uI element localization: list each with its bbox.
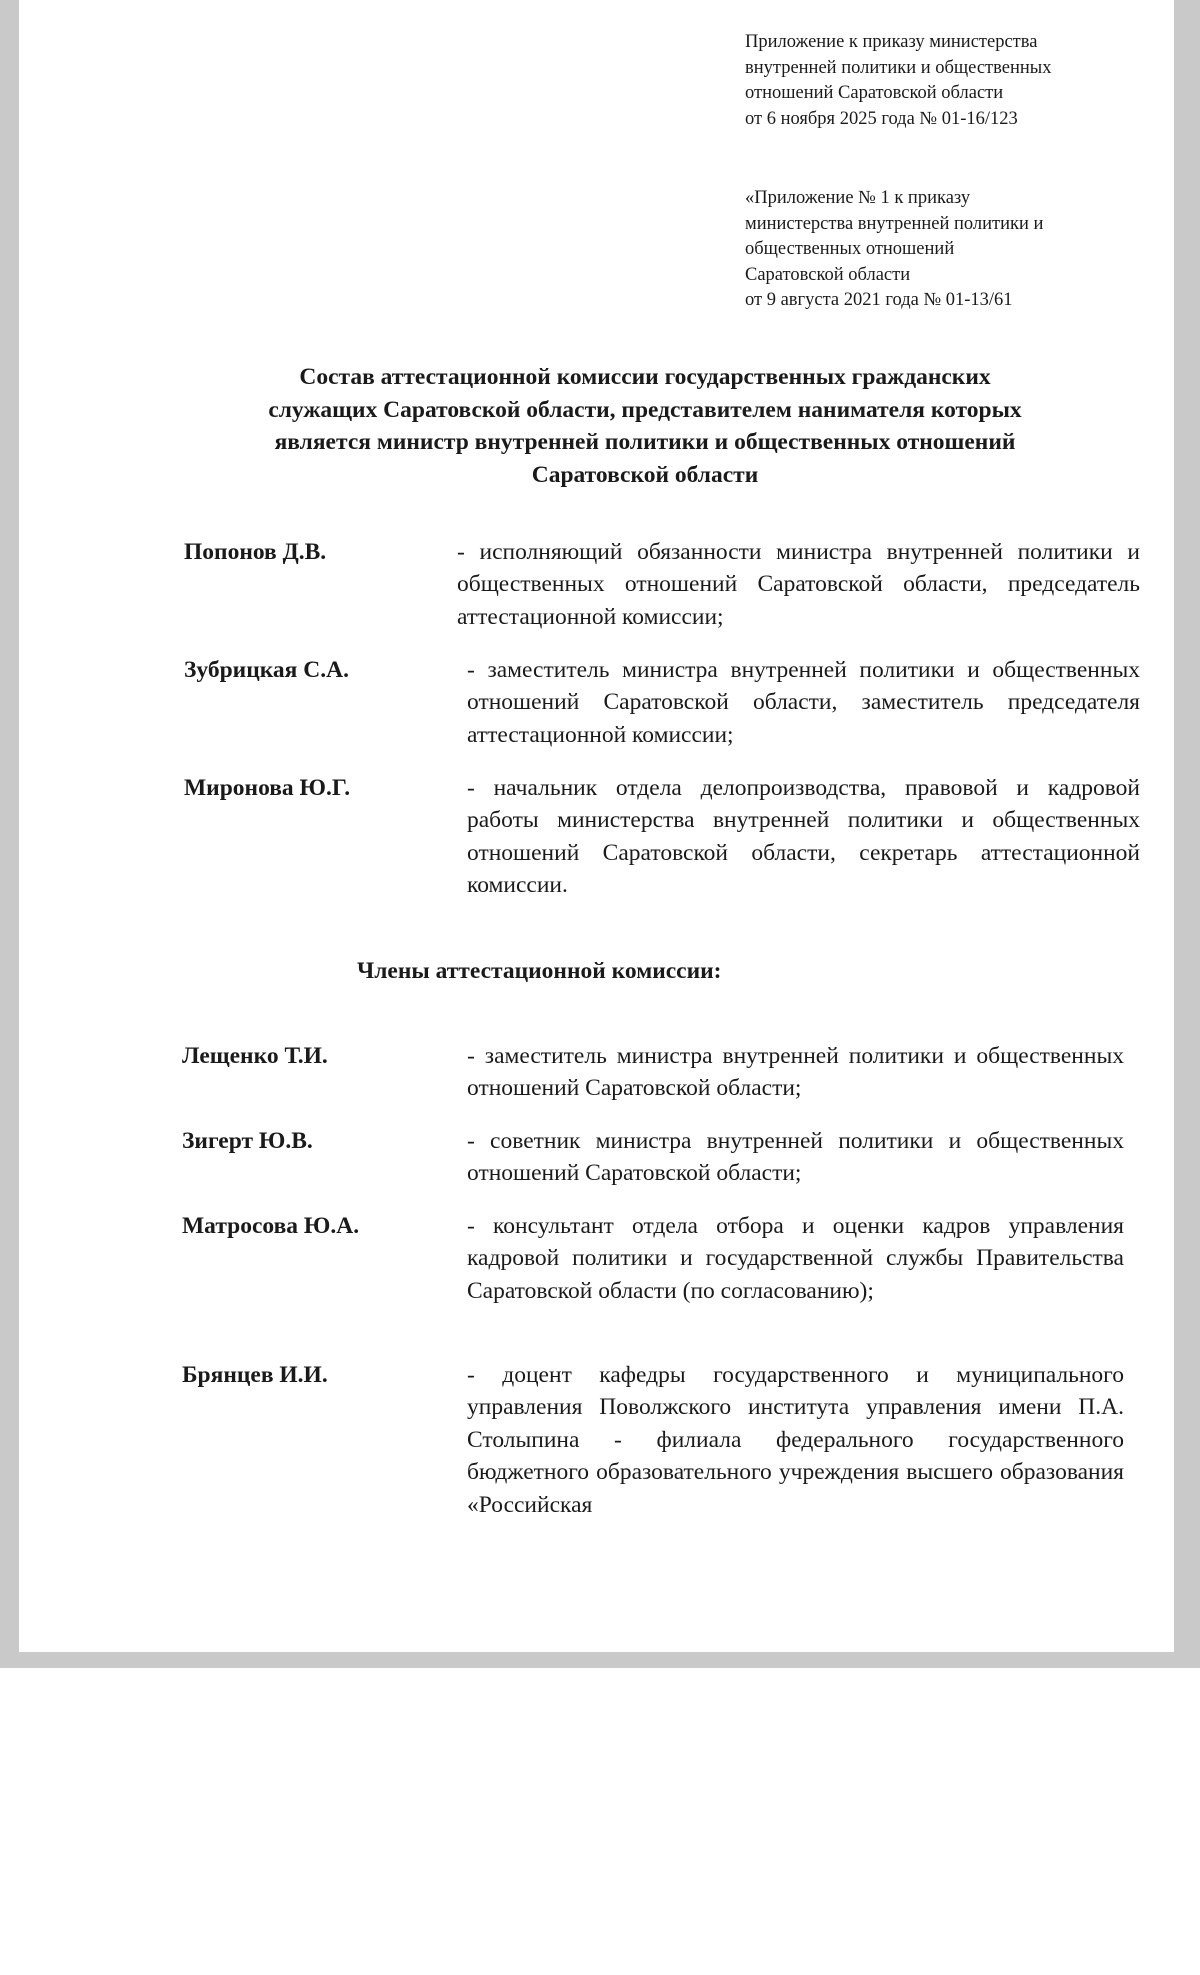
appendix-line: внутренней политики и общественных <box>745 57 1052 78</box>
title-line: Саратовской области <box>531 461 759 488</box>
person-name: Зубрицкая С.А. <box>184 657 349 683</box>
person-description: - доцент кафедры государственного и муниципального управления Поволжского института управления имени П.А. Столыпина - филиала федерального государственного бюджетного образовательного учреждения высшего образования «Российская <box>467 1362 1124 1518</box>
person-description: - исполняющий обязанности министра внутренней политики и общественных отношений Саратовской области, председатель аттестационной комиссии; <box>457 539 1140 630</box>
person-description: - советник министра внутренней политики и общественных отношений Саратовской области; <box>467 1128 1124 1187</box>
person-name: Зигерт Ю.В. <box>182 1128 313 1154</box>
appendix-line: от 9 августа 2021 года № 01-13/61 <box>745 290 1013 310</box>
members-heading: Члены аттестационной комиссии: <box>357 958 722 984</box>
person-description: - консультант отдела отбора и оценки кадров управления кадровой политики и государственной службы Правительства Саратовской области (по согласованию); <box>467 1213 1124 1304</box>
person-name: Миронова Ю.Г. <box>184 775 351 801</box>
appendix-line: Саратовской области <box>745 264 911 285</box>
appendix-note-current <box>745 30 1125 132</box>
person-description: - заместитель министра внутренней политики и общественных отношений Саратовской области, заместитель председателя аттестационной комиссии; <box>467 657 1140 748</box>
person-description: - заместитель министра внутренней политики и общественных отношений Саратовской области; <box>467 1043 1124 1102</box>
person-description: - начальник отдела делопроизводства, правовой и кадровой работы министерства внутренней политики и общественных отношений Саратовской области, секретарь аттестационной комиссии. <box>467 775 1140 899</box>
title-line: служащих Саратовской области, представителем нанимателя которых <box>268 396 1022 423</box>
appendix-line: «Приложение № 1 к приказу <box>745 188 971 208</box>
appendix-note-original <box>745 186 1125 314</box>
appendix-line: отношений Саратовской области <box>745 83 1004 103</box>
person-name: Попонов Д.В. <box>184 539 327 565</box>
appendix-line: Приложение к приказу министерства <box>745 32 1038 52</box>
appendix-line: министерства внутренней политики и <box>745 213 1044 234</box>
appendix-line: от 6 ноября 2025 года № 01-16/123 <box>745 108 1018 129</box>
person-name: Брянцев И.И. <box>182 1362 328 1388</box>
title-line: Состав аттестационной комиссии государственных гражданских <box>299 364 991 390</box>
person-name: Лещенко Т.И. <box>182 1043 328 1069</box>
person-name: Матросова Ю.А. <box>182 1213 360 1239</box>
title-line: является министр внутренней политики и общественных отношений <box>274 429 1016 455</box>
document-title <box>150 361 1140 491</box>
appendix-line: общественных отношений <box>745 239 955 259</box>
blank-area <box>0 1668 1200 1975</box>
